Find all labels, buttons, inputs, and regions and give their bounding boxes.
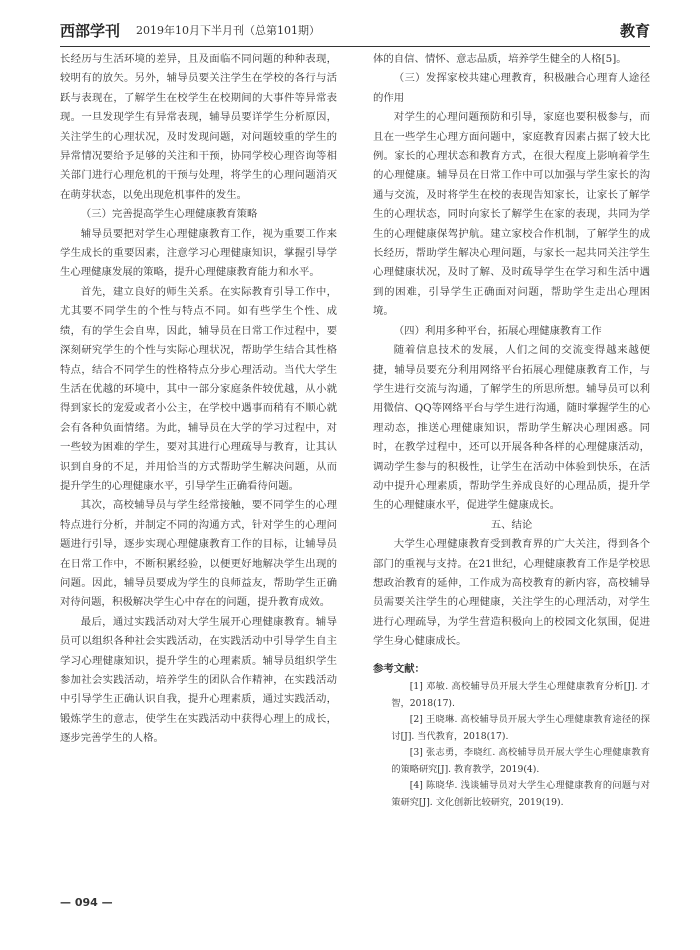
journal-logo: 西部学刊 — [60, 22, 121, 40]
left-paragraph-4: 其次，高校辅导员与学生经常接触，要不同学生的心理特点进行分析，并制定不同的沟通方式，针对学生的心理问题进行引导，逐步实现心理健康教育工作的目标，让辅导员在日常工作中，不断积累经验，以便更好地解决学生出现的问题。因此，辅导员要成为学生的良师益友，帮助学生正确对待问题，积极解决学生心中存在的问题，提升教育成效。 — [60, 499, 337, 609]
page-number: — 094 — — [60, 896, 113, 909]
left-paragraph-2: 辅导员要把对学生心理健康教育工作，视为重要工作来学生成长的重要因素，注意学习心理健康知识，掌握引导学生心理健康发展的策略，提升心理健康教育能力和水平。 — [60, 227, 337, 279]
conclusion-heading: 五、结论 — [490, 518, 533, 531]
section-label: 教育 — [619, 22, 650, 40]
page-header — [60, 20, 650, 40]
right-paragraph-2: 对学生的心理问题预防和引导，家庭也要积极参与，而且在一些学生心理方面问题中，家庭教育因素占据了较大比例。家长的心理状态和教育方式，在很大程度上影响着学生的心理健康。辅导员在日常工作中可以加强与学生家长的沟通与交流，及时将学生在校的表现告知家长，让家长了解学生的心理状态，同时向家长了解学生在家的表现，共同为学生的心理健康保驾护航。建立家校合作机制，了解学生的成长经历，帮助学生解决心理问题，与家长一起共同关注学生心理健康状况，及时了解、及时疏导学生在学习和生活中遇到的困难，引导学生正确面对问题，帮助学生走出心理困境。 — [373, 111, 650, 318]
reference-list — [373, 679, 650, 811]
left-paragraph-3: 首先，建立良好的师生关系。在实际教育引导工作中，尤其要不同学生的个性与特点不同。如有些学生个性、成绩，有的学生会自卑，因此，辅导员在日常工作过程中，要深刻研究学生的个性与实际心理状况，帮助学生结合其性格特点，结合不同学生的性格特点分步心理活动。当代大学生生活在优越的环境中，其中一部分家庭条件较优越，从小就得到家长的宠爱或者小公主，在学校中遇事而稍有不顺心就会有各种负面情绪。为此，辅导员在大学的学习过程中，对一些较为困难的学生，要对其进行心理疏导与教育，让其认识到自身的不足，并用恰当的方式帮助学生解决问题，从而提升学生的心理健康水平，引导学生正确看待问题。 — [60, 285, 337, 492]
right-paragraph-1: 体的自信、情怀、意志品质，培养学生健全的人格[5]。 — [373, 53, 627, 65]
header-rule — [60, 46, 650, 47]
left-subheading-3: （三）完善提高学生心理健康教育策略 — [80, 208, 258, 221]
right-subheading-3: （三）发挥家校共建心理教育，积极融合心理育人途径的作用 — [373, 72, 650, 104]
right-paragraph-3: 随着信息技术的发展，人们之间的交流变得越来越便捷，辅导员要充分利用网络平台拓展心理健康教育工作，与学生进行交流与沟通，了解学生的所思所想。辅导员可以利用微信、QQ等网络平台与学生进行沟通，随时掌握学生的心理动态，推送心理健康知识，帮助学生解决心理困惑。同时，在教学过程中，还可以开展各种各样的心理健康活动，调动学生参与的积极性，让学生在活动中体验到快乐，在活动中提升心理素质，帮助学生养成良好的心理品质，提升学生的心理健康水平，促进学生健康成长。 — [373, 344, 650, 512]
reference-item: [1] 邓敏. 高校辅导员开展大学生心理健康教育分析[J]. 才智，2018(17). — [391, 681, 650, 709]
left-column — [60, 50, 337, 749]
left-paragraph-5: 最后，通过实践活动对大学生展开心理健康教育。辅导员可以组织各种社会实践活动，在实践活动中引导学生自主学习心理健康知识，提升学生的心理素质。辅导员组织学生参加社会实践活动，培养学生的团队合作精神，在实践活动中引导学生正确认识自我，提升心理素质，通过实践活动，锻炼学生的意志，使学生在实践活动中获得心理上的成长，逐步完善学生的人格。 — [60, 615, 337, 745]
reference-item: [4] 陈晓华. 浅谈辅导员对大学生心理健康教育的问题与对策研究[J]. 文化创新比较研究，2019(19). — [391, 780, 650, 808]
reference-item: [3] 张志勇，李晓红. 高校辅导员开展大学生心理健康教育的策略研究[J]. 教育教学，2019(4). — [391, 747, 650, 775]
reference-item: [2] 王晓琳. 高校辅导员开展大学生心理健康教育途径的探讨[J]. 当代教育，2018(17). — [391, 714, 650, 742]
references-title: 参考文献： — [373, 662, 425, 675]
issue-info: 2019年10月下半月刊（总第101期） — [136, 24, 320, 37]
right-column — [373, 50, 650, 811]
right-paragraph-4: 大学生心理健康教育受到教育界的广大关注，得到各个部门的重视与支持。在21世纪，心理健康教育工作是学校思想政治教育的延伸，工作成为高校教育的新内容，高校辅导员需要关注学生的心理健康，关注学生的心理活动，对学生进行心理疏导，为学生营造积极向上的校园文化氛围，促进学生身心健康成长。 — [373, 538, 650, 648]
right-subheading-4: （四）利用多种平台，拓展心理健康教育工作 — [393, 324, 602, 337]
left-paragraph-1: 长经历与生活环境的差异，且及面临不同问题的种种表现，较明有的放矢。另外，辅导员要关注学生在学校的各行与活跃与表现在，了解学生在校学生在校期间的大事件等异常表现。一旦发现学生有异常表现，辅导员要详学生分析原因，关注学生的心理状况，及时发现问题，对问题较重的学生的异常情况要给予足够的关注和干预，协同学校心理咨询等相关部门进行心理危机的干预与处理，将学生的心理问题消灭在萌芽状态，以免出现危机事件的发生。 — [60, 53, 337, 201]
